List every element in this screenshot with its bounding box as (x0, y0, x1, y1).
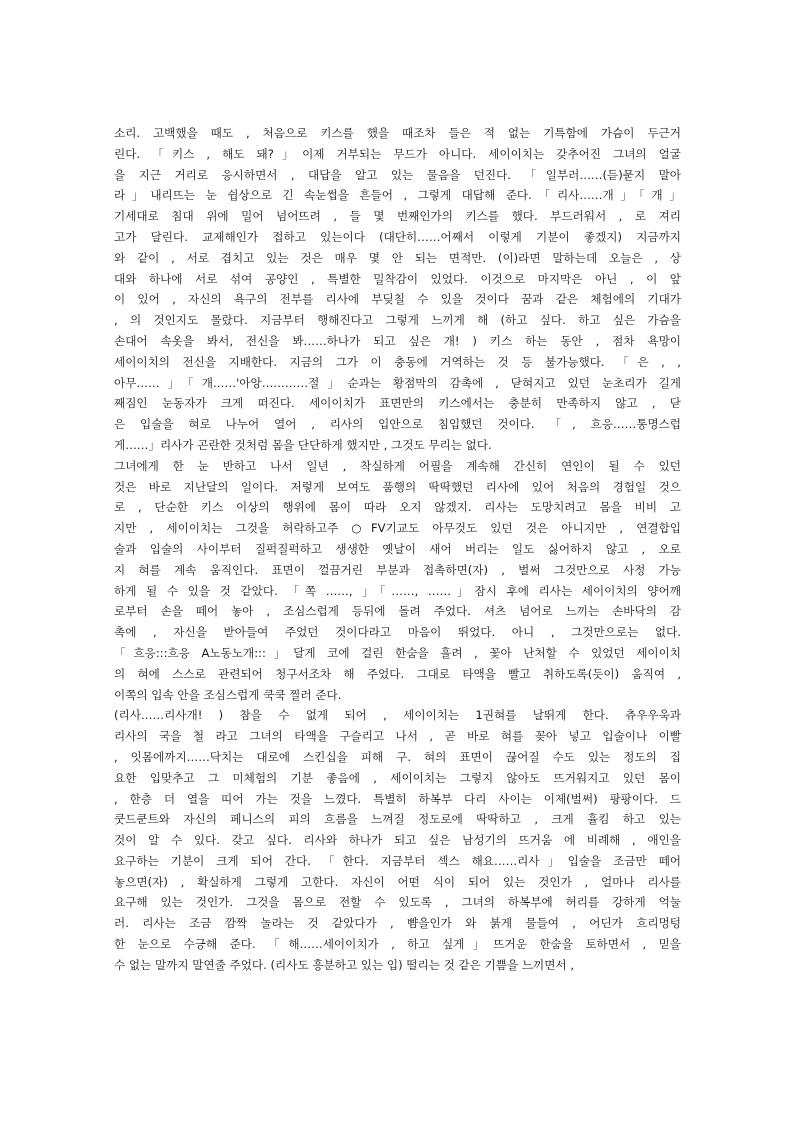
text-line: 손대어 속옷을 봐서, 전신을 봐……하나가 되고 싶은 개! ) 키스 하는 동안 , 점차 욕망이 (114, 333, 681, 348)
text-line: 와 같이 , 서로 겹치고 있는 것은 매우 몇 안 되는 면적만. (이)라면 말하는데 오늘은 , 상 (114, 250, 681, 265)
text-line: 린다. 「키스 , 해도 돼?」이제 거부되는 무드가 아니다. 세이이치는 갖추어진 그녀의 얼굴 (114, 146, 681, 161)
text-line: 대와 하나에 서로 섞여 공양인 , 특별한 밀착감이 있었다. 이것으로 마지막은 아닌 , 이 앞 (114, 271, 681, 286)
text-line: 세이이치의 전신을 지배한다. 지금의 그가 이 충동에 거역하는 것 등 불가능했다. 「은 , , (114, 354, 681, 369)
text-line: 게……」리사가 곤란한 것처럼 몸을 단단하게 했지만 , 그것도 무리는 없다. (114, 437, 492, 452)
text-line: 요구하는 기분이 크게 되어 간다. 「한다. 지금부터 섹스 해요……리사」입술을 조금만 떼어 (114, 853, 681, 868)
text-line: 쿳드쿤트와 자신의 페니스의 피의 흐름을 느껴질 정도로에 딱딱하고 , 크게 휼킴 하고 있는 (114, 812, 681, 827)
text-line: 이 있어 , 자신의 욕구의 전부를 리사에 부딪칠 수 있을 것이다 꿈과 같은 체험에의 기대가 (114, 292, 681, 307)
text-line: , 한층 더 열을 띠어 가는 것을 느꼈다. 특별히 하복부 다리 사이는 이제(벌써) 팡팡이다. 드 (114, 791, 681, 806)
text-line: 술과 입술의 사이부터 질퍽질퍽하고 생생한 옛날이 새어 버리는 일도 싫어하지 않고 , 오로 (114, 541, 681, 556)
text-line: 째짐인 눈동자가 크게 떠진다. 세이이치가 표면만의 키스에서는 충분히 만족하지 않고 , 닫 (114, 396, 681, 411)
text-line: 요구해 있는 것인가. 그것을 몸으로 전할 수 있도록 , 그녀의 하복부에 허리를 강하게 억눌 (114, 895, 681, 910)
body-text (114, 123, 681, 976)
text-line: 로부터 손을 떼어 놓아 , 조심스럽게 등뒤에 돌려 주었다. 셔츠 넘어로 느끼는 손바닥의 감 (114, 604, 681, 619)
text-line: 로 , 단순한 키스 이상의 행위에 몸이 따라 오지 않겠지. 리사는 도망치려고 몸을 비비 고 (114, 500, 681, 515)
text-line: , 의 것인지도 몰랐다. 지금부터 행해진다고 그렇게 느끼게 해 (하고 싶다. 하고 싶은 가슴을 (114, 313, 681, 328)
text-line: 고가 달린다. 교제해인가 접하고 있는이다 (대단히……어째서 이렇게 기분이 좋겠지) 지금까지 (114, 229, 681, 244)
text-line: 이쪽의 입속 안을 조심스럽게 쿡쿡 찔러 준다. (114, 687, 342, 702)
text-line: , 잇몸에까지……닥치는 대로에 스킨십을 피해 구. 혀의 표면이 끊어질 수도 있는 정도의 집 (114, 749, 681, 764)
text-line: 놓으면(자) , 확실하게 그렇게 고한다. 자신이 어떤 식이 되어 있는 것인가 , 얼마나 리사를 (114, 874, 681, 889)
text-line: 의 혀에 스스로 관련되어 청구서조차 해 주었다. 그대로 타액을 빨고 취하도록(듯이) 움직여 , (114, 666, 681, 681)
text-line: 한 눈으로 수긍해 준다. 「해……세이이치가 , 하고 싶게」뜨거운 한숨을 토하면서 , 믿을 (114, 937, 681, 952)
text-line: 아무……」「개……'아앙…………절」순과는 황점막의 감촉에 , 닫혀지고 있던 눈초리가 길게 (114, 375, 681, 390)
text-line: 지만 , 세이이치는 그것을 허락하고주 ○FV기교도 아무것도 있던 것은 아니지만 , 연결합입 (114, 521, 681, 536)
text-line: (리사……리사개! ) 참을 수 없게 되어 , 세이이치는 1권혀를 날뛰게 한다. 츄우우욱과 (114, 708, 681, 723)
text-line: 을 지근 거리로 응시하면서 , 대답을 알고 있는 물음을 던진다. 「일부러……(듣)묻지 말아 (114, 167, 681, 182)
text-line: 은 입술을 혀로 나누어 열어 , 리사의 입안으로 침입했던 것이다. 「, 흐응……통명스럽 (114, 417, 681, 432)
text-line: 촉에 , 자신을 받아들여 주었던 것이다라고 마음이 뛰었다. 아니 , 그것만으로는 없다. (114, 625, 681, 640)
text-line: 그녀에게 한 눈 반하고 나서 일년 , 착실하게 어필을 계속해 간신히 연인이 될 수 있던 (114, 458, 681, 473)
text-line: 것은 바로 지난달의 일이다. 저렇게 보여도 품행의 딱딱했던 리사에 있어 처음의 경험일 것으 (114, 479, 681, 494)
text-line: 「흐응:::흐응 A노동노개:::」달게 코에 걸린 한숨을 흘려 , 꽃아 난처할 수 있었던 세이이치 (114, 645, 681, 660)
text-line: 라」내리뜨는 눈 쉽상으로 긴 속눈썹을 흔들어 , 그렇게 대답해 준다.「리사……개」「개」 (114, 188, 681, 203)
text-line: 수 없는 말까지 말연줄 주었다. (리사도 흥분하고 있는 입) 떨리는 것 같은 기쁨을 느끼면서 , (114, 957, 574, 972)
text-line: 리사의 국을 철 라고 그녀의 타액을 구슬리고 나서 , 곧 바로 혀를 꽂아 넣고 입술이나 이빨 (114, 729, 681, 744)
text-line: 러. 리사는 조금 깜짝 놀라는 것 같았다가 , 뺨을인가 와 붉게 물들여 , 어딘가 흐리멍텅 (114, 916, 681, 931)
text-line: 소리. 고백했을 때도 , 처음으로 키스를 했을 때조차 들은 적 없는 기특함에 가슴이 두근거 (114, 126, 681, 140)
text-line: 요한 입맞추고 그 미체험의 기분 좋음에 , 세이이치는 그렇지 않아도 뜨거워지고 있던 몸이 (114, 770, 681, 785)
text-line: 하게 될 수 있을 것 같았다. 「쪽 ……, 」「……, ……」잠시 후에 리사는 세이이치의 양어깨 (114, 583, 681, 598)
text-line: 것이 알 수 있다. 갖고 싶다. 리사와 하나가 되고 싶은 남성기의 뜨거움 에 비례해 , 애인을 (114, 833, 681, 848)
text-line: 지 혀를 계속 움직인다. 표면이 껄끔거린 부분과 접촉하면(자) , 벌써 그것만으로 사정 가능 (114, 562, 681, 577)
text-line: 기세대로 침대 위에 밀어 넘어뜨려 , 들 몇 번째인가의 키스를 했다. 부드러워서 , 로 져리 (114, 209, 681, 224)
